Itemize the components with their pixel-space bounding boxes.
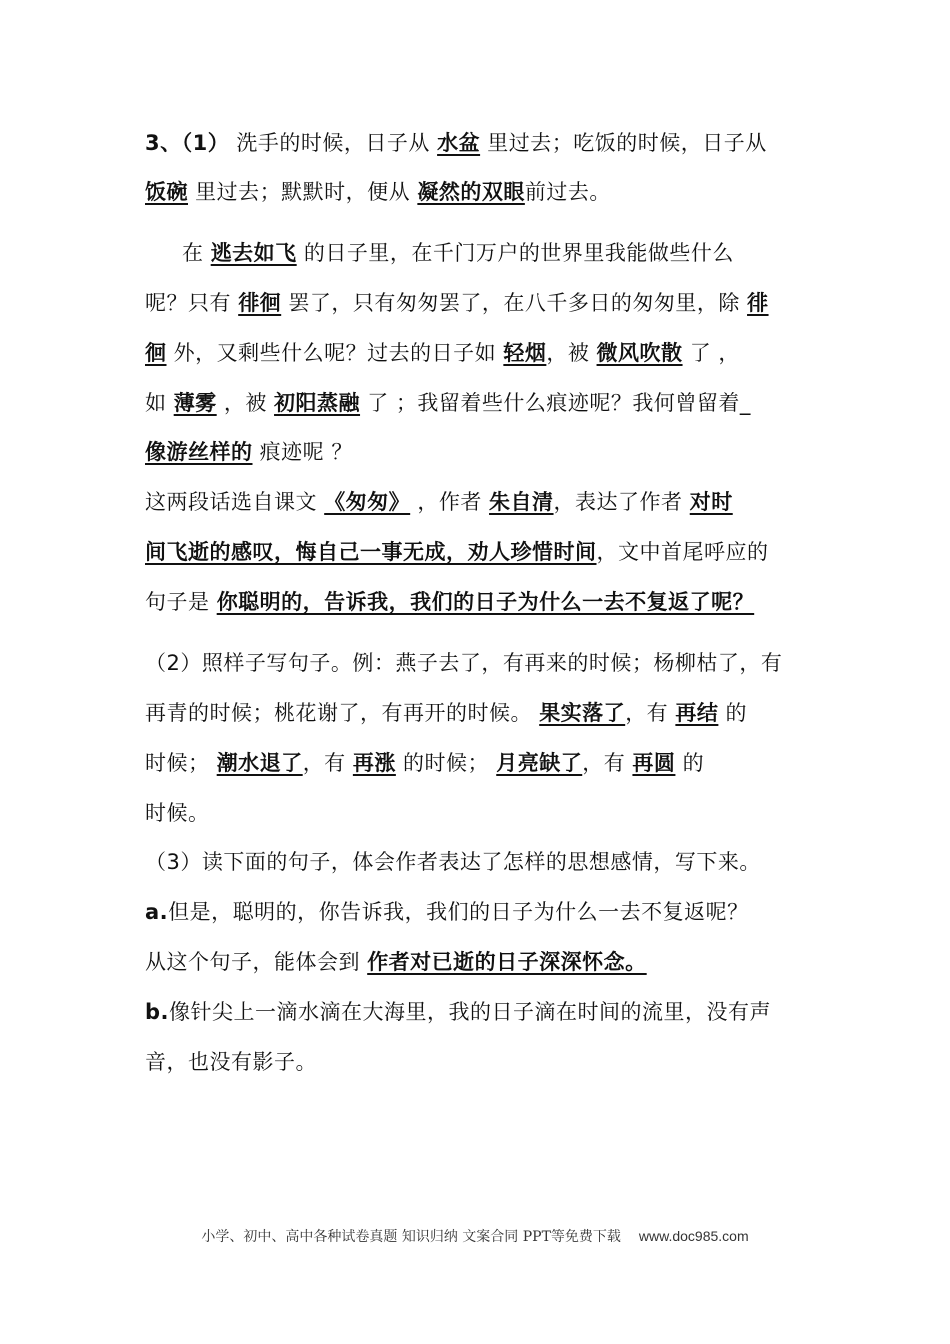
- q3-1-line-3: 在 逃去如飞 的日子里，在千门万户的世界里我能做些什么: [182, 241, 734, 265]
- q3-1-line-2: 饭碗 里过去；默默时，便从 凝然的双眼前过去。: [145, 180, 611, 204]
- q3-1-line-7: 像游丝样的 痕迹呢 ？: [145, 440, 353, 464]
- q3-1-line-8: 这两段话选自课文 《匆匆》 ，作者 朱自清，表达了作者 对时: [145, 490, 733, 514]
- q3-1-line-10: 句子是 你聪明的，告诉我，我们的日子为什么一去不复返了呢？: [145, 590, 755, 614]
- q3-2-line-2: 再青的时候；桃花谢了，有再开的时候。 果实落了，有 再结 的: [145, 701, 748, 725]
- answer-rise: 再涨: [352, 751, 396, 775]
- answer-author: 朱自清: [489, 490, 554, 514]
- answer-full: 再圆: [632, 751, 676, 775]
- answer-smoke: 轻烟: [503, 341, 547, 365]
- q3-1-line-6: 如 薄雾 ，被 初阳蒸融 了 ；我留着些什么痕迹呢？我何曾留着_: [145, 391, 751, 415]
- answer-title: 《匆匆》: [324, 490, 411, 514]
- answer-basin: 水盆: [437, 131, 481, 155]
- answer-echo-sentence: 你聪明的，告诉我，我们的日子为什么一去不复返了呢？: [216, 590, 755, 614]
- q3-3-line-a-answer: 从这个句子，能体会到 作者对已逝的日子深深怀念。: [145, 950, 647, 974]
- answer-linger-2a: 徘: [747, 291, 769, 315]
- answer-bowl: 饭碗: [145, 180, 188, 204]
- q3-1-line-4: 呢？只有 徘徊 罢了，只有匆匆罢了，在八千多日的匆匆里，除 徘: [145, 291, 769, 315]
- footer-url[interactable]: www.doc985.com: [638, 1228, 749, 1244]
- answer-mist: 薄雾: [173, 391, 217, 415]
- q3-1-line-5: 徊 外，又剩些什么呢？过去的日子如 轻烟，被 微风吹散 了 ，: [145, 341, 740, 365]
- answer-linger-2b: 徊: [145, 341, 167, 365]
- answer-tide: 潮水退了: [216, 751, 303, 775]
- answer-nostalgia: 作者对已逝的日子深深怀念。: [367, 950, 647, 974]
- answer-fruit: 果实落了: [539, 701, 626, 725]
- answer-wind: 微风吹散: [596, 341, 683, 365]
- answer-gossamer: 像游丝样的: [145, 440, 253, 464]
- answer-feeling-2: 间飞逝的感叹，悔自己一事无成，劝人珍惜时间: [145, 540, 597, 564]
- answer-sun: 初阳蒸融: [274, 391, 361, 415]
- q3-3-line-a: a.但是，聪明的，你告诉我，我们的日子为什么一去不复返呢？: [145, 900, 749, 924]
- answer-form: 再结: [675, 701, 719, 725]
- question-number: 3、（1）: [145, 131, 230, 155]
- answer-eyes: 凝然的双眼: [417, 180, 525, 204]
- q3-3-line-b: b.像针尖上一滴水滴在大海里，我的日子滴在时间的流里，没有声: [145, 1000, 772, 1024]
- q3-3-line-1: （3）读下面的句子，体会作者表达了怎样的思想感情，写下来。: [145, 850, 761, 874]
- answer-moon: 月亮缺了: [496, 751, 583, 775]
- page-footer: [0, 1226, 950, 1246]
- footer-text: 小学、初中、高中各种试卷真题 知识归纳 文案合同 PPT等免费下载: [201, 1229, 621, 1245]
- answer-flee: 逃去如飞: [210, 241, 297, 265]
- q3-2-line-4: 时候。: [145, 801, 210, 825]
- q3-2-line-1: （2）照样子写句子。例：燕子去了，有再来的时候；杨柳枯了，有: [145, 651, 783, 675]
- item-b-label: b.: [145, 1000, 170, 1024]
- answer-linger-1: 徘徊: [238, 291, 282, 315]
- q3-3-line-b2: 音，也没有影子。: [145, 1050, 317, 1074]
- q3-2-line-3: 时候； 潮水退了，有 再涨 的时候； 月亮缺了，有 再圆 的: [145, 751, 705, 775]
- answer-feeling-1: 对时: [689, 490, 733, 514]
- q3-1-line-9: 间飞逝的感叹，悔自己一事无成，劝人珍惜时间，文中首尾呼应的: [145, 540, 769, 564]
- item-a-label: a.: [145, 900, 169, 924]
- q3-1-line-1: 3、（1） 洗手的时候，日子从 水盆 里过去；吃饭的时候，日子从: [145, 131, 767, 155]
